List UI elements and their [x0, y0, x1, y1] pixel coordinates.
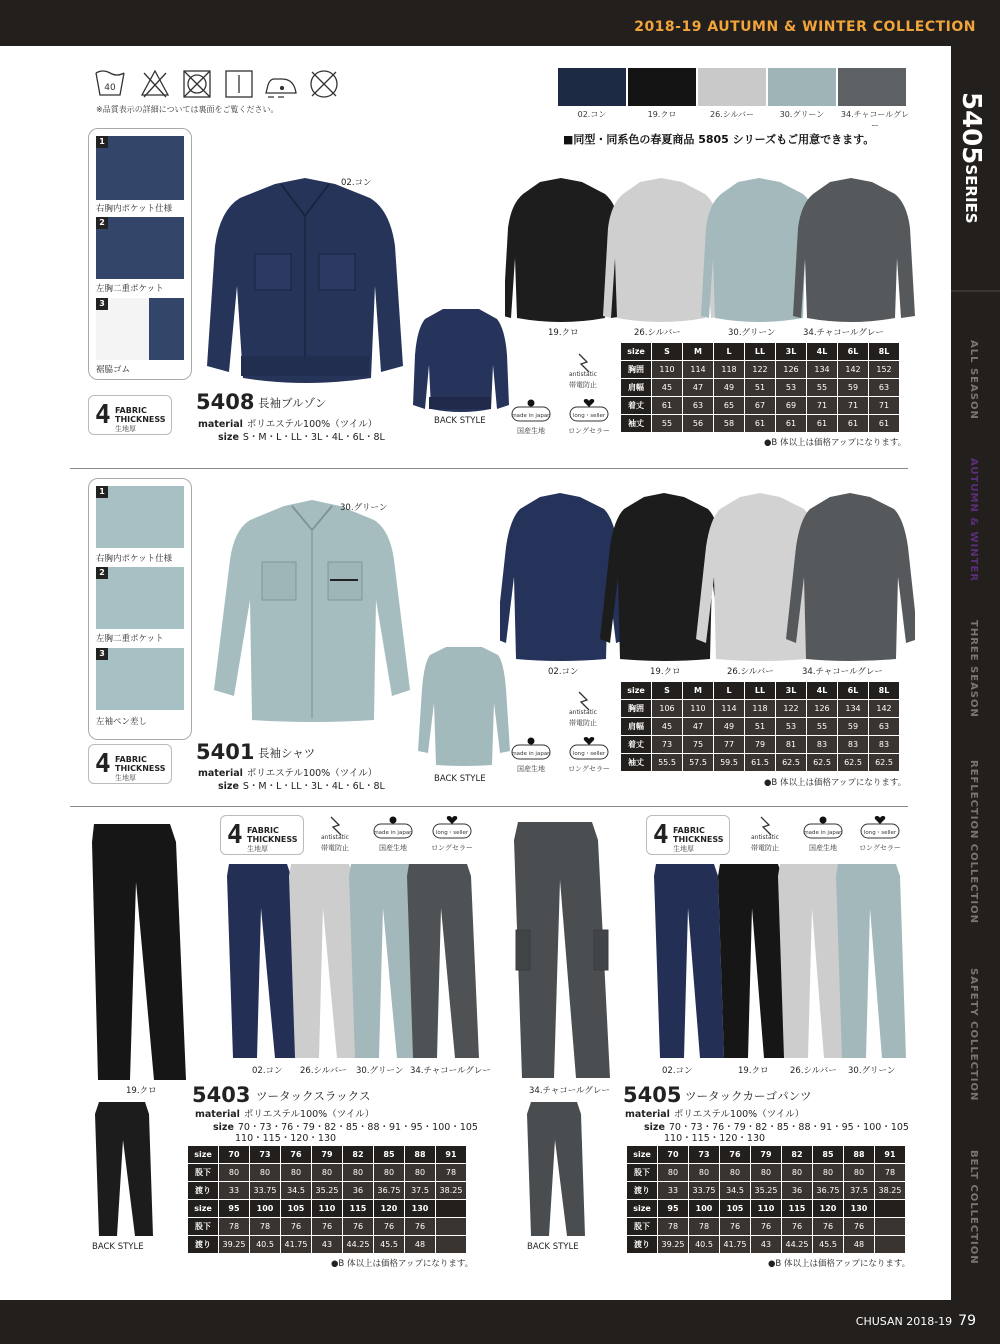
sidebar-item-three-season[interactable]: THREE SEASON — [968, 620, 979, 718]
page-number: 79 — [958, 1313, 976, 1329]
jacket-5408-variants — [505, 178, 915, 324]
japan-flag-icon — [803, 815, 843, 841]
sidebar-item-belt[interactable]: BELT COLLECTION — [968, 1150, 979, 1265]
variant-color-label: 30.グリーン — [728, 328, 776, 338]
antistatic-badge: antistatic 帯電防止 — [560, 352, 606, 390]
detail-caption: 右胸内ポケット仕様 — [96, 204, 173, 214]
size-spec: size 70・73・76・79・82・85・88・91・95・100・105 — [644, 1122, 909, 1133]
main-color-label: 02.コン — [341, 178, 372, 188]
material-spec: material ポリエステル100%（ツイル） — [625, 1109, 805, 1120]
swatch-navy — [558, 68, 626, 106]
jacket-5408-front — [205, 176, 405, 386]
page-footer — [856, 1313, 976, 1329]
svg-text:long・seller: long・seller — [435, 830, 469, 836]
detail-number: 2 — [96, 567, 108, 579]
no-tumble-dry-icon — [184, 71, 210, 97]
swatch-label: 26.シルバー — [710, 110, 754, 119]
jacket-5408-back — [413, 305, 509, 413]
made-in-japan-badge: made in japan 国産生地 — [366, 815, 420, 853]
svg-text:antistatic: antistatic — [569, 709, 597, 716]
footer-brand: CHUSAN 2018-19 — [855, 1315, 953, 1328]
heart-icon — [432, 815, 472, 841]
svg-text:antistatic: antistatic — [569, 371, 597, 378]
detail-caption: 左胸二重ポケット — [96, 284, 164, 294]
section-divider — [70, 806, 908, 807]
heart-icon — [860, 815, 900, 841]
back-style-label: BACK STYLE — [434, 416, 486, 426]
variant-color-label: 26.シルバー — [634, 328, 681, 338]
product-name: ツータックカーゴパンツ — [685, 1089, 812, 1103]
product-number: 5408 — [196, 390, 255, 414]
back-style-label: BACK STYLE — [527, 1242, 579, 1252]
swatch-label: 34.チャコールグレー — [840, 110, 910, 130]
size-spec: size 70・73・76・79・82・85・88・91・95・100・105 — [213, 1122, 478, 1133]
back-style-label: BACK STYLE — [92, 1242, 144, 1252]
cargo-5405-variants — [652, 862, 908, 1060]
svg-text:antistatic: antistatic — [751, 834, 779, 841]
detail-photo — [96, 217, 184, 279]
shirt-5401-variants — [500, 493, 915, 663]
detail-photo — [96, 648, 184, 710]
detail-number: 1 — [96, 136, 108, 148]
antistatic-icon — [315, 815, 355, 841]
antistatic-badge: antistatic 帯電防止 — [738, 815, 792, 853]
detail-number: 2 — [96, 217, 108, 229]
iron-low-icon — [266, 79, 296, 97]
section-divider — [70, 468, 908, 469]
wash-40-icon — [96, 71, 124, 95]
antistatic-badge: antistatic 帯電防止 — [308, 815, 362, 853]
cargo-5405-back — [527, 1100, 587, 1238]
variant-color-label: 34.チャコールグレー — [410, 1066, 491, 1076]
detail-photo — [96, 486, 184, 548]
main-color-label: 34.チャコールグレー — [529, 1086, 610, 1096]
size-table-5403: size 70 73 76 79 82 85 88 91 股下 80 80 80 80 80 80 80 78 渡り 33 33.75 34.5 35.25 36 36.75 37.5 38.25 size 95 100 105 110 115 120 130 股下 78 78 76 76 76 76 76 渡り 39.25 40.5 41.75 43 44.25 45.5 48 — [187, 1145, 467, 1254]
swatch-green — [768, 68, 836, 106]
fabric-thickness-badge: 4 FABRIC THICKNESS 生地厚 — [646, 815, 730, 855]
price-note: ●B 体以上は価格アップになります。 — [768, 1259, 911, 1269]
laundry-icons — [94, 67, 344, 101]
variant-black — [718, 864, 788, 1058]
made-in-japan-badge: made in japan 国産生地 — [508, 398, 554, 436]
size-table-5408: size S M L LL 3L 4L 6L 8L 胸囲 110 114 118 122 126 134 142 152 肩幅 45 47 49 51 53 55 59 63 着丈 61 63 65 67 69 71 71 71 袖丈 55 56 58 61 61 61 61 61 — [620, 342, 900, 433]
variant-color-label: 30.グリーン — [848, 1066, 896, 1076]
swatch-label: 02.コン — [577, 110, 607, 119]
price-note: ●B 体以上は価格アップになります。 — [764, 778, 907, 788]
fabric-thickness-badge: 4 FABRIC THICKNESS 生地厚 — [220, 815, 304, 855]
svg-text:40: 40 — [104, 83, 116, 93]
long-seller-badge: long・seller ロングセラー — [564, 736, 614, 774]
swatch-label: 30.グリーン — [779, 110, 825, 119]
detail-photo — [96, 136, 184, 200]
size-spec-cont: 110・115・120・130 — [235, 1133, 337, 1144]
slacks-5403-variants — [225, 862, 495, 1060]
sidebar-item-safety[interactable]: SAFETY COLLECTION — [968, 968, 979, 1102]
variant-color-label: 30.グリーン — [356, 1066, 404, 1076]
size-spec: size S・M・L・LL・3L・4L・6L・8L — [218, 781, 385, 792]
detail-number: 3 — [96, 648, 108, 660]
variant-navy — [227, 864, 299, 1058]
swatch-silver — [698, 68, 766, 106]
collection-title: 2018-19 AUTUMN & WINTER COLLECTION — [634, 19, 976, 35]
product-number: 5405 — [623, 1083, 682, 1107]
variant-color-label: 26.シルバー — [790, 1066, 837, 1076]
variant-navy — [654, 864, 724, 1058]
product-number: 5401 — [196, 740, 255, 764]
long-seller-badge: long・seller ロングセラー — [564, 398, 614, 436]
svg-text:long・seller: long・seller — [572, 751, 606, 757]
fabric-thickness-badge: 4 FABRIC THICKNESS 生地厚 — [88, 395, 172, 435]
variant-charcoal — [793, 178, 915, 322]
variant-color-label: 26.シルバー — [300, 1066, 347, 1076]
detail-caption: 左袖ペン差し — [96, 717, 148, 727]
variant-color-label: 19.クロ — [548, 328, 579, 338]
product-name: ツータックスラックス — [256, 1089, 371, 1103]
made-in-japan-badge: made in japan 国産生地 — [796, 815, 850, 853]
svg-text:long・seller: long・seller — [572, 413, 606, 419]
detail-photo — [96, 298, 184, 360]
fabric-thickness-badge: 4 FABRIC THICKNESS 生地厚 — [88, 744, 172, 784]
antistatic-badge: antistatic 帯電防止 — [560, 690, 606, 728]
variant-color-label: 02.コン — [662, 1066, 693, 1076]
series-note: ■同型・同系色の春夏商品 5805 シリーズもご用意できます。 — [563, 133, 875, 146]
long-seller-badge: long・seller ロングセラー — [424, 815, 480, 853]
swatch-charcoal — [838, 68, 906, 106]
size-table-5405: size 70 73 76 79 82 85 88 91 股下 80 80 80 80 80 80 80 78 渡り 33 33.75 34.5 35.25 36 36.75 37.5 38.25 size 95 100 105 110 115 120 130 股下 78 78 76 76 76 76 76 渡り 39.25 40.5 41.75 43 44.25 45.5 48 — [626, 1145, 906, 1254]
size-spec-cont: 110・115・120・130 — [664, 1133, 766, 1144]
svg-text:made in japan: made in japan — [511, 413, 551, 419]
slacks-5403-front — [90, 822, 190, 1084]
shirt-5401-back — [418, 643, 510, 767]
line-dry-icon — [226, 71, 252, 97]
price-note: ●B 体以上は価格アップになります。 — [331, 1259, 474, 1269]
japan-flag-icon — [511, 398, 551, 424]
swatch-black — [628, 68, 696, 106]
variant-color-label: 26.シルバー — [727, 667, 774, 677]
detail-caption: 裾脇ゴム — [96, 365, 131, 375]
detail-photo — [96, 567, 184, 629]
variant-charcoal — [407, 864, 479, 1058]
main-color-label: 19.クロ — [126, 1086, 157, 1096]
variant-color-label: 19.クロ — [650, 667, 681, 677]
shirt-5401-front — [212, 500, 412, 722]
antistatic-icon — [745, 815, 785, 841]
no-bleach-icon — [142, 71, 168, 97]
price-note: ●B 体以上は価格アップになります。 — [764, 438, 907, 448]
bottom-bar — [0, 1300, 1000, 1344]
antistatic-icon — [563, 690, 603, 716]
detail-caption: 左胸二重ポケット — [96, 634, 164, 644]
product-number: 5403 — [192, 1083, 251, 1107]
main-color-label: 30.グリーン — [340, 503, 388, 513]
detail-caption: 右胸内ポケット仕様 — [96, 554, 173, 564]
size-spec: size S・M・L・LL・3L・4L・6L・8L — [218, 432, 385, 443]
detail-number: 1 — [96, 486, 108, 498]
swatch-label: 19.クロ — [647, 110, 677, 119]
back-style-label: BACK STYLE — [434, 774, 486, 784]
material-spec: material ポリエステル100%（ツイル） — [198, 419, 378, 430]
heart-icon — [569, 736, 609, 762]
sidebar-item-autumn-winter[interactable]: AUTUMN & WINTER — [968, 458, 979, 582]
variant-color-label: 34.チャコールグレー — [802, 667, 883, 677]
japan-flag-icon — [373, 815, 413, 841]
material-spec: material ポリエステル100%（ツイル） — [195, 1109, 375, 1120]
japan-flag-icon — [511, 736, 551, 762]
slacks-5403-back — [95, 1100, 155, 1238]
svg-text:long・seller: long・seller — [863, 830, 897, 836]
long-seller-badge: long・seller ロングセラー — [852, 815, 908, 853]
variant-green — [836, 864, 906, 1058]
material-spec: material ポリエステル100%（ツイル） — [198, 768, 378, 779]
svg-text:antistatic: antistatic — [321, 834, 349, 841]
heart-icon — [569, 398, 609, 424]
antistatic-icon — [563, 352, 603, 378]
no-dry-clean-icon — [311, 71, 337, 97]
made-in-japan-badge: made in japan 国産生地 — [508, 736, 554, 774]
sidebar-item-all-season[interactable]: ALL SEASON — [968, 340, 979, 420]
detail-number: 3 — [96, 298, 108, 310]
series-label: 5405SERIES — [956, 92, 986, 224]
svg-text:made in japan: made in japan — [373, 830, 413, 836]
svg-text:made in japan: made in japan — [511, 751, 551, 757]
svg-text:made in japan: made in japan — [803, 830, 843, 836]
variant-color-label: 02.コン — [548, 667, 579, 677]
variant-color-label: 19.クロ — [738, 1066, 769, 1076]
product-name: 長袖ブルゾン — [258, 396, 327, 410]
variant-color-label: 02.コン — [252, 1066, 283, 1076]
cargo-5405-front — [512, 820, 612, 1082]
sidebar-item-reflection[interactable]: REFLECTION COLLECTION — [968, 760, 979, 924]
variant-color-label: 34.チャコールグレー — [803, 328, 884, 338]
size-table-5401: size S M L LL 3L 4L 6L 8L 胸囲 106 110 114 118 122 126 134 142 肩幅 45 47 49 51 53 55 59 63 着丈 73 75 77 79 81 83 83 83 袖丈 55.5 57.5 59.5 61.5 62.5 62.5 62.5 62.5 — [620, 681, 900, 772]
product-name: 長袖シャツ — [258, 746, 316, 760]
laundry-note: ※品質表示の詳細については裏面をご覧ください。 — [96, 105, 279, 114]
